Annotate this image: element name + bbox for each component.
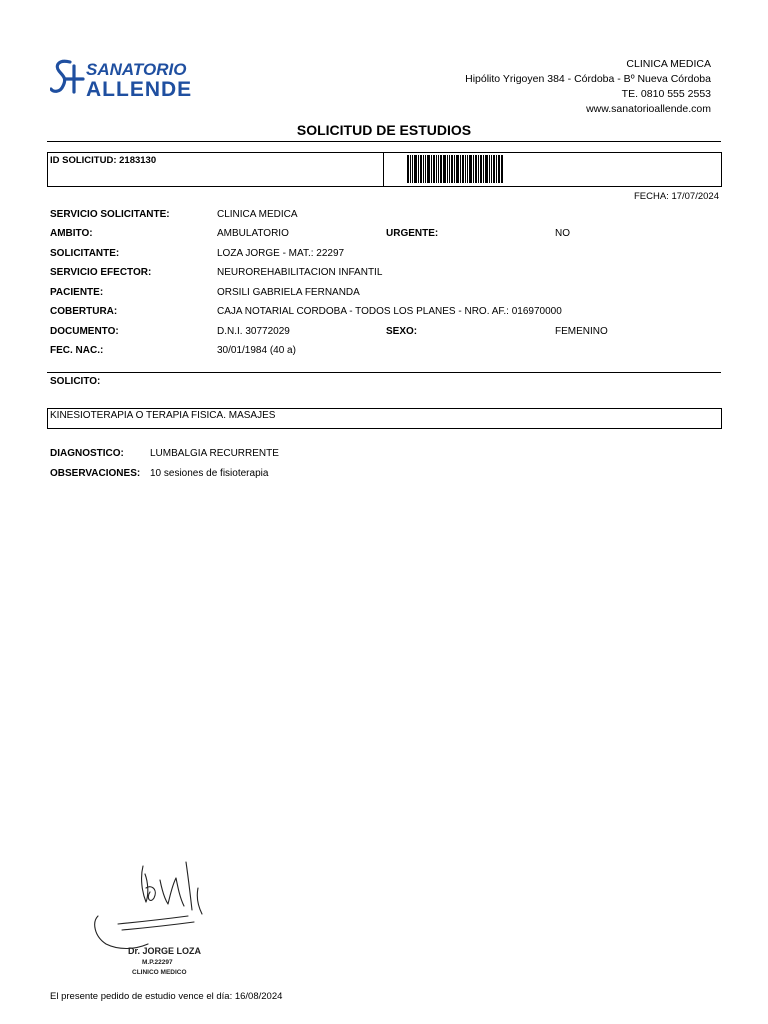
clinic-phone: TE. 0810 555 2553	[621, 88, 711, 100]
request-date: FECHA: 17/07/2024	[633, 191, 719, 202]
paciente-value: ORSILI GABRIELA FERNANDA	[217, 287, 360, 298]
ambito-value: AMBULATORIO	[217, 228, 289, 239]
clinic-info	[465, 57, 711, 117]
stamp-name: Dr. JORGE LOZA	[128, 946, 202, 956]
urgente-value: NO	[555, 228, 570, 239]
title-divider	[47, 141, 721, 142]
clinic-name: CLINICA MEDICA	[626, 58, 711, 70]
logo-text-line1: SANATORIO	[86, 60, 187, 79]
ambito-label: AMBITO:	[50, 228, 93, 239]
id-box-divider	[383, 152, 384, 186]
observaciones-value: 10 sesiones de fisioterapia	[150, 468, 269, 479]
servicio-efector-label: SERVICIO EFECTOR:	[50, 267, 152, 278]
observaciones-label: OBSERVACIONES:	[50, 468, 141, 479]
servicio-solicitante-label: SERVICIO SOLICITANTE:	[50, 209, 170, 220]
servicio-efector-value: NEUROREHABILITACION INFANTIL	[217, 267, 383, 278]
fec-nac-label: FEC. NAC.:	[50, 345, 104, 356]
servicio-solicitante-value: CLINICA MEDICA	[217, 209, 298, 220]
clinic-website: www.sanatorioallende.com	[586, 103, 711, 115]
diagnostico-value: LUMBALGIA RECURRENTE	[150, 448, 279, 459]
cobertura-value: CAJA NOTARIAL CORDOBA - TODOS LOS PLANES - NRO. AF.: 016970000	[217, 306, 562, 317]
expiry-note: El presente pedido de estudio vence el día: 16/08/2024	[50, 991, 283, 1002]
barcode-icon	[407, 155, 503, 183]
cobertura-label: COBERTURA:	[50, 306, 118, 317]
page-title: SOLICITUD DE ESTUDIOS	[296, 122, 472, 138]
diagnostico-label: DIAGNOSTICO:	[50, 448, 124, 459]
study-item: KINESIOTERAPIA O TERAPIA FISICA. MASAJES	[50, 410, 276, 421]
documento-label: DOCUMENTO:	[50, 326, 119, 337]
stamp-role: CLINICO MEDICO	[132, 969, 187, 976]
stamp-license: M.P.22297	[142, 959, 173, 966]
sexo-label: SEXO:	[386, 326, 418, 337]
documento-value: D.N.I. 30772029	[217, 326, 290, 337]
id-solicitud: ID SOLICITUD: 2183130	[50, 155, 157, 166]
solicito-label: SOLICITO:	[50, 376, 101, 387]
logo-text-line2: ALLENDE	[86, 78, 193, 98]
sexo-value: FEMENINO	[555, 326, 608, 337]
solicito-divider	[47, 372, 721, 373]
solicitante-value: LOZA JORGE - MAT.: 22297	[217, 248, 345, 259]
solicitante-label: SOLICITANTE:	[50, 248, 120, 259]
clinic-address: Hipólito Yrigoyen 384 - Córdoba - Bº Nueva Córdoba	[465, 73, 711, 85]
urgente-label: URGENTE:	[386, 228, 439, 239]
paciente-label: PACIENTE:	[50, 287, 104, 298]
sanatorio-allende-logo	[50, 56, 228, 98]
doctor-signature	[88, 858, 218, 980]
fec-nac-value: 30/01/1984 (40 a)	[217, 345, 296, 356]
